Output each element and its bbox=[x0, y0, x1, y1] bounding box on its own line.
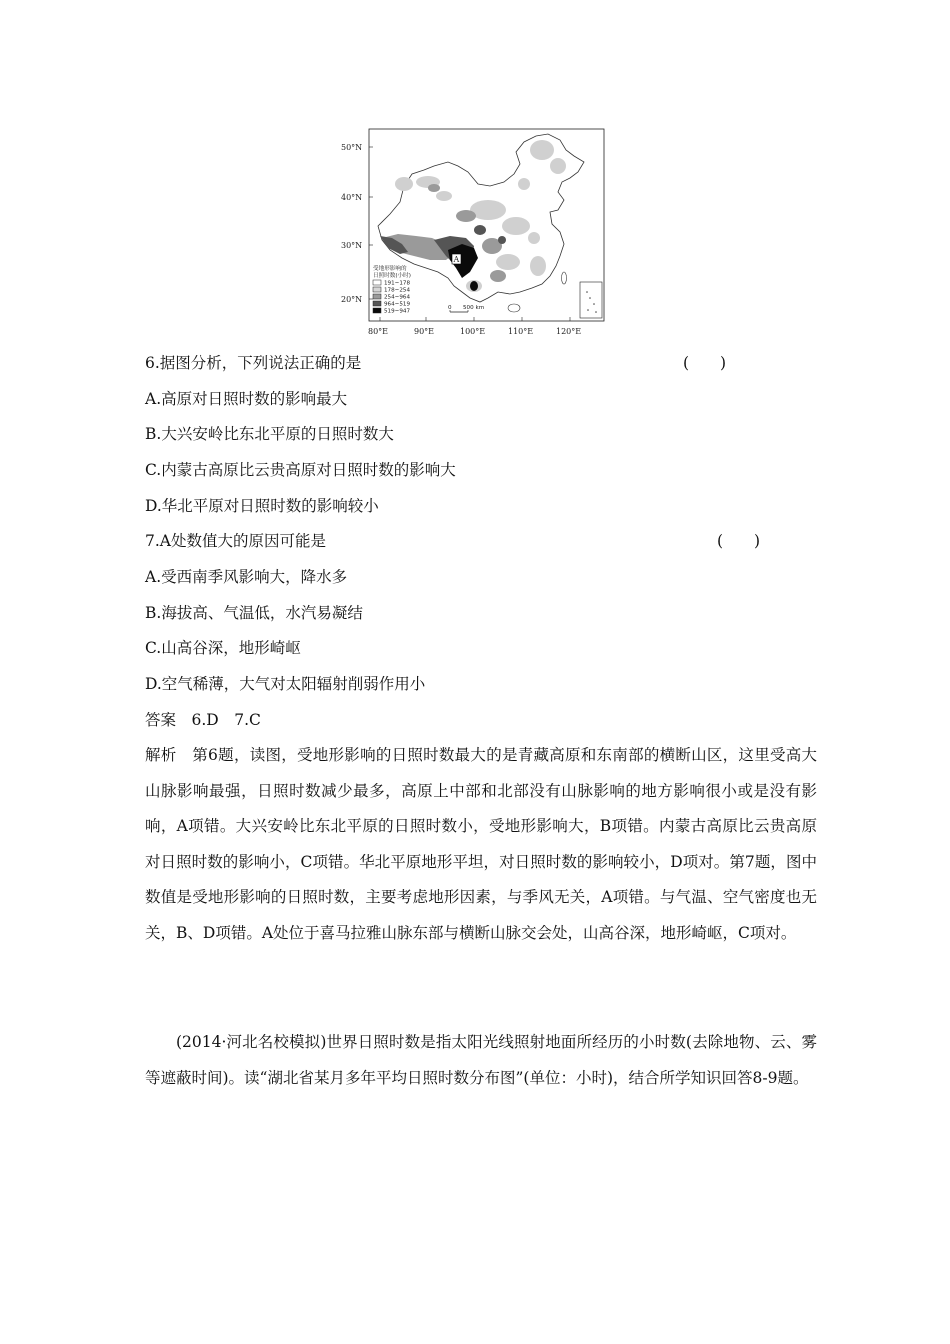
question-6-option-b: B.大兴安岭比东北平原的日照时数大 bbox=[145, 425, 394, 443]
china-map bbox=[338, 126, 618, 341]
legend-title-unit: 日照时数(小时) bbox=[373, 273, 411, 279]
question-6-answer-blank: ( ) bbox=[683, 354, 727, 372]
question-6-option-c: C.内蒙古高原比云贵高原对日照时数的影响大 bbox=[145, 461, 456, 479]
answer-line: 答案 6.D 7.C bbox=[145, 711, 261, 729]
legend-swatch bbox=[373, 280, 381, 285]
lon-label: 100°E bbox=[460, 327, 486, 336]
legend-swatch bbox=[373, 287, 381, 292]
question-7-option-d: D.空气稀薄，大气对太阳辐射削弱作用小 bbox=[145, 675, 426, 693]
question-6-stem: 6.据图分析，下列说法正确的是 bbox=[145, 354, 362, 372]
lon-label: 120°E bbox=[556, 327, 582, 336]
lat-label: 30°N bbox=[341, 241, 363, 250]
question-7-option-c: C.山高谷深，地形崎岖 bbox=[145, 639, 301, 657]
legend-label: 191~178 bbox=[384, 280, 411, 287]
lon-label: 90°E bbox=[414, 327, 435, 336]
lat-label: 50°N bbox=[341, 143, 363, 152]
next-question-intro: (2014·河北名校模拟)世界日照时数是指太阳光线照射地面所经历的小时数(去除地物、云、雾等遮蔽时间)。读“湖北省某月多年平均日照时数分布图”(单位：小时)，结合所学知识回答8-9题。 bbox=[145, 1033, 817, 1087]
legend-label: 519~947 bbox=[384, 308, 411, 315]
lon-label: 110°E bbox=[508, 327, 534, 336]
question-7-stem: 7.A处数值大的原因可能是 bbox=[145, 532, 326, 550]
lon-label: 80°E bbox=[368, 327, 389, 336]
scale-label: 500 km bbox=[463, 305, 485, 311]
point-a-label: A bbox=[453, 255, 460, 264]
lat-label: 40°N bbox=[341, 193, 363, 202]
legend-swatch bbox=[373, 308, 381, 313]
sunshine-map-figure bbox=[338, 126, 618, 341]
legend-label: 178~254 bbox=[384, 287, 411, 294]
question-6-option-d: D.华北平原对日照时数的影响较小 bbox=[145, 497, 379, 515]
question-7-option-b: B.海拔高、气温低，水汽易凝结 bbox=[145, 604, 363, 622]
hainan-outline bbox=[508, 304, 520, 312]
legend-label: 964~519 bbox=[384, 301, 411, 308]
lat-label: 20°N bbox=[341, 295, 363, 304]
legend-swatch bbox=[373, 294, 381, 299]
question-7-answer-blank: ( ) bbox=[717, 532, 761, 550]
question-6-option-a: A.高原对日照时数的影响最大 bbox=[145, 390, 348, 408]
analysis-paragraph: 解析 第6题，读图，受地形影响的日照时数最大的是青藏高原和东南部的横断山区，这里受高大山脉影响最强，日照时数减少最多，高原上中部和北部没有山脉影响的地方影响很小或是没有影响，A项错。大兴安岭比东北平原的日照时数小，受地形影响大，B项错。内蒙古高原比云贵高原对日照时数的影响小，C项错。华北平原地形平坦，对日照时数的影响较小，D项对。第7题，图中数值是受地形影响的日照时数，主要考虑地形因素，与季风无关，A项错。与气温、空气密度也无关，B、D项错。A处位于喜马拉雅山脉东部与横断山脉交会处，山高谷深，地形崎岖，C项对。 bbox=[145, 746, 817, 942]
legend-title: 受地形影响的 bbox=[373, 266, 407, 272]
legend-label: 254~964 bbox=[384, 294, 411, 301]
question-7-option-a: A.受西南季风影响大，降水多 bbox=[145, 568, 348, 586]
taiwan-outline bbox=[562, 272, 567, 284]
legend-swatch bbox=[373, 301, 381, 306]
south-sea-inset bbox=[580, 282, 602, 318]
scale-zero: 0 bbox=[448, 305, 452, 311]
